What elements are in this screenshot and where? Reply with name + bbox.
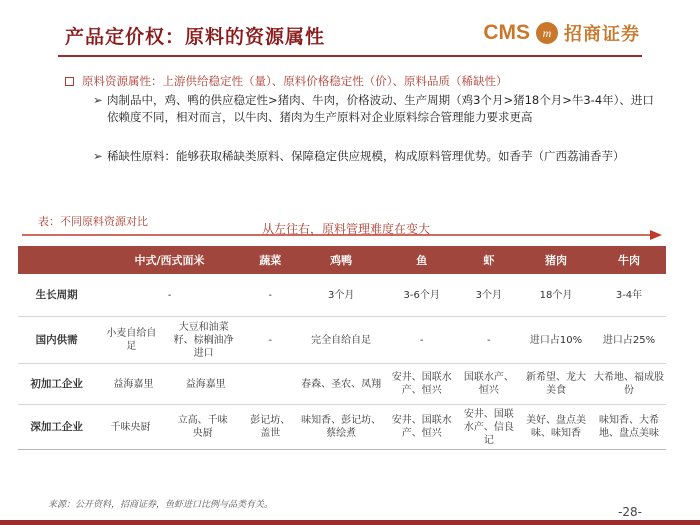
table-cell: - <box>386 317 458 364</box>
table-cell: 3-6个月 <box>386 274 458 317</box>
logo-badge-icon: m <box>536 22 558 44</box>
header-cell: 鱼 <box>416 254 428 267</box>
header-cell: 虾 <box>483 254 495 267</box>
row-label: 深加工企业 <box>18 405 95 450</box>
logo-cn-text: 招商证券 <box>564 24 640 45</box>
table-cell-text: 大豆和油菜籽、棕榈油净进口 <box>173 321 234 359</box>
table-cell-text: 益海嘉里 <box>185 378 226 390</box>
arrow-bullet-icon: ➢ <box>93 149 103 163</box>
table-cell: 18个月 <box>520 274 592 317</box>
table-cell: - <box>244 274 297 317</box>
source-note: 来源：公开资料，招商证券，鱼虾进口比例与品类有关。 <box>48 500 274 510</box>
table-cell: 新希望、龙大美食 <box>520 364 592 405</box>
table-cell: 3-4年 <box>592 274 666 317</box>
table-cell: 安井、国联水产、信良记 <box>458 405 520 450</box>
table-cell <box>95 317 244 364</box>
table-cell-text: 立高、千味央厨 <box>177 415 228 439</box>
sub-bullet-text: 稀缺性原料：能够获取稀缺类原料、保障稳定供应规模，构成原料管理优势。如香芋（广西荔浦香芋） <box>107 149 625 163</box>
table-cell: - <box>95 274 244 317</box>
header-cell: 鸡鸭 <box>330 254 353 267</box>
header-cell: 牛肉 <box>618 254 640 267</box>
arrow-bullet-icon: ➢ <box>93 93 103 107</box>
row-label: 国内供需 <box>18 317 95 364</box>
sub-bullet-meat <box>93 92 658 126</box>
difficulty-arrow-icon <box>22 228 662 242</box>
table-row <box>18 317 666 364</box>
sub-bullet-text: 肉制品中，鸡、鸭的供应稳定性>猪肉、牛肉，价格波动、生产周期（鸡3个月>猪18个月>牛3-4年）、进口依赖度不同，相对而言，以牛肉、猪肉为生产原料对企业原料综合管理能力要求更高 <box>107 93 654 124</box>
cms-logo <box>483 20 640 46</box>
table-cell: 完全自给自足 <box>297 317 386 364</box>
main-bullet-text: 原料资源属性：上游供给稳定性（量）、原料价格稳定性（价）、原料品质（稀缺性） <box>82 74 508 88</box>
table-cell <box>95 405 244 450</box>
table-cell: 进口占25% <box>592 317 666 364</box>
header-cell: 猪肉 <box>545 254 568 267</box>
page-number: -28- <box>618 505 642 519</box>
difficulty-arrow-label: 从左往右，原料管理难度在变大 <box>262 222 431 236</box>
table-cell: 国联水产、恒兴 <box>458 364 520 405</box>
table-cell: 味知香、大希地、盘点美味 <box>592 405 666 450</box>
table-cell: 春森、圣农、凤翔 <box>297 364 386 405</box>
header-cell <box>18 246 95 274</box>
table-cell: 味知香、彭记坊、蔡绘煮 <box>297 405 386 450</box>
logo-cms-text: CMS <box>483 21 530 44</box>
table-row <box>18 405 666 450</box>
table-cell: 3个月 <box>458 274 520 317</box>
table-cell: 进口占10% <box>520 317 592 364</box>
table-cell: 彭记坊、盖世 <box>244 405 297 450</box>
table-cell: 大希地、福成股份 <box>592 364 666 405</box>
row-label: 初加工企业 <box>18 364 95 405</box>
main-bullet <box>65 73 508 89</box>
square-bullet-icon <box>65 77 74 86</box>
table-header-row <box>18 246 666 274</box>
table-cell <box>244 364 297 405</box>
header-cell: 蔬菜 <box>259 254 282 267</box>
table-cell-text: 千味央厨 <box>110 421 151 433</box>
table-cell <box>95 364 244 405</box>
materials-comparison-table <box>18 246 666 450</box>
table-row <box>18 274 666 317</box>
page-title: 产品定价权：原料的资源属性 <box>65 26 326 48</box>
table-cell: 美好、盘点美味、味知香 <box>520 405 592 450</box>
table-cell: 安井、国联水产、恒兴 <box>386 364 458 405</box>
bottom-bar <box>0 520 700 525</box>
table-caption: 表：不同原料资源对比 <box>38 215 148 228</box>
row-label: 生长周期 <box>18 274 95 317</box>
table-cell-text: 益海嘉里 <box>113 378 154 390</box>
table-cell: 3个月 <box>297 274 386 317</box>
table-cell: - <box>244 317 297 364</box>
table-cell: - <box>458 317 520 364</box>
table-row <box>18 364 666 405</box>
header-cell: 中式/西式面米 <box>134 254 205 267</box>
title-divider <box>58 55 642 57</box>
table-cell-text: 小麦自给自足 <box>106 328 157 352</box>
sub-bullet-scarce <box>93 148 658 165</box>
table-cell: 安井、国联水产、恒兴 <box>386 405 458 450</box>
